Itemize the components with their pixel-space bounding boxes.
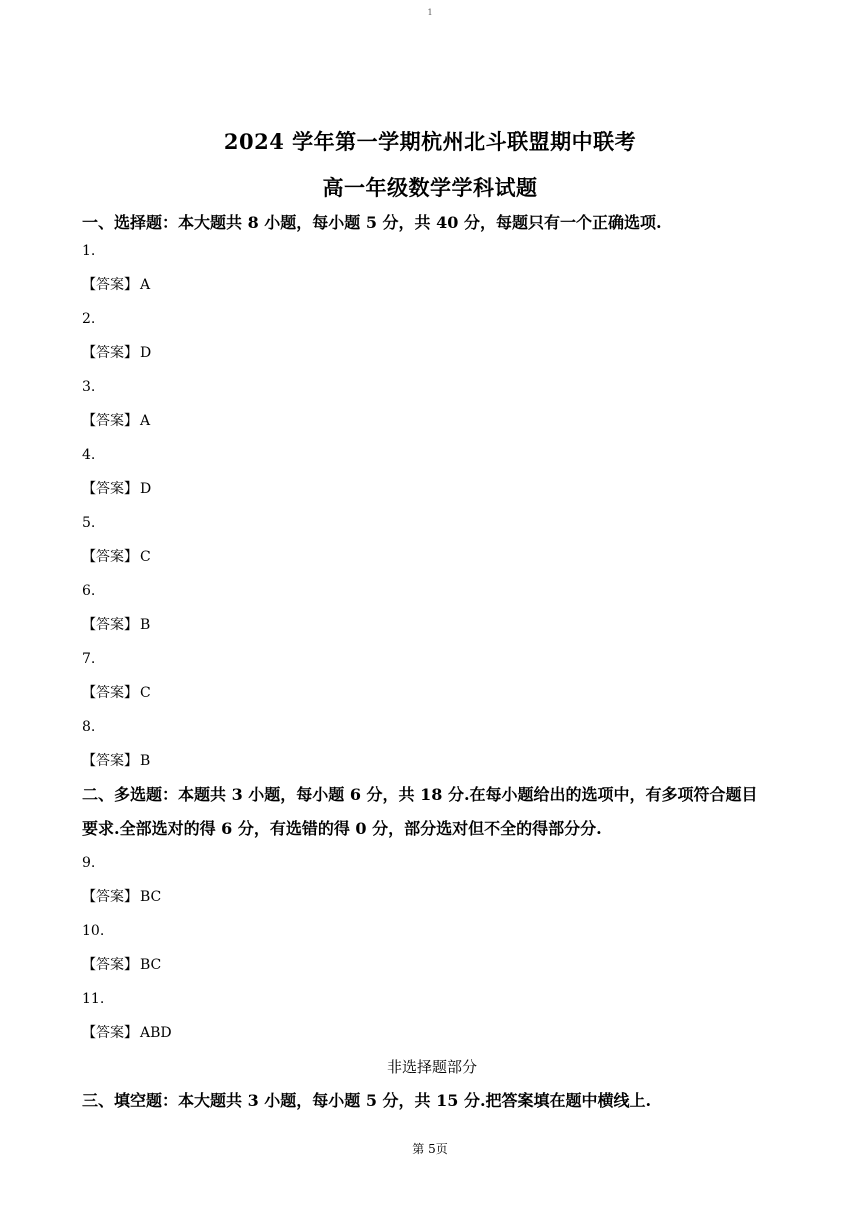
answer-label: 【答案】 [82, 753, 138, 769]
answer-value: C [140, 685, 151, 701]
section1-list [82, 234, 782, 778]
answer-label: 【答案】 [82, 345, 138, 361]
answer-content [82, 212, 782, 1118]
section2-list [82, 846, 782, 1050]
question-number: 2. [82, 311, 96, 327]
answer-line [82, 676, 782, 710]
question-number: 4. [82, 447, 96, 463]
answer-value: BC [140, 889, 162, 905]
question-number: 11. [82, 991, 105, 1007]
document-subtitle: 高一年级数学学科试题 [322, 175, 538, 200]
answer-label: 【答案】 [82, 1025, 138, 1041]
section3-heading: 三、填空题：本大题共 3 小题，每小题 5 分，共 15 分.把答案填在题中横线上. [82, 1091, 652, 1110]
answer-line [82, 336, 782, 370]
answer-value: D [140, 345, 152, 361]
answer-line [82, 608, 782, 642]
answer-line [82, 880, 782, 914]
answer-value: B [140, 753, 151, 769]
answer-value: A [140, 277, 151, 293]
answer-value: A [140, 413, 151, 429]
answer-label: 【答案】 [82, 549, 138, 565]
question-number: 6. [82, 583, 96, 599]
answer-line [82, 472, 782, 506]
answer-value: BC [140, 957, 162, 973]
answer-value: ABD [140, 1025, 172, 1041]
question-number: 10. [82, 923, 105, 939]
answer-label: 【答案】 [82, 277, 138, 293]
document-title: 2024 学年第一学期杭州北斗联盟期中联考 [223, 129, 637, 154]
header-mark: 1 [427, 8, 433, 17]
answer-label: 【答案】 [82, 617, 138, 633]
page-number: 第 5页 [412, 1142, 448, 1156]
section2-heading-line2: 要求.全部选对的得 6 分，有选错的得 0 分，部分选对但不全的得部分分. [82, 819, 602, 838]
question-number: 1. [82, 243, 96, 259]
answer-value: C [140, 549, 151, 565]
question-number: 3. [82, 379, 96, 395]
question-number: 8. [82, 719, 96, 735]
answer-value: D [140, 481, 152, 497]
answer-line [82, 268, 782, 302]
section1-heading: 一、选择题：本大题共 8 小题，每小题 5 分，共 40 分，每题只有一个正确选项. [82, 213, 662, 232]
answer-value: B [140, 617, 151, 633]
non-choice-heading: 非选择题部分 [386, 1058, 477, 1076]
answer-label: 【答案】 [82, 889, 138, 905]
section2-heading-line1: 二、多选题：本题共 3 小题，每小题 6 分，共 18 分.在每小题给出的选项中，有多项符合题目 [82, 785, 758, 804]
answer-line [82, 948, 782, 982]
question-number: 7. [82, 651, 96, 667]
answer-label: 【答案】 [82, 685, 138, 701]
answer-line [82, 540, 782, 574]
question-number: 9. [82, 855, 96, 871]
answer-label: 【答案】 [82, 957, 138, 973]
question-number: 5. [82, 515, 96, 531]
answer-label: 【答案】 [82, 413, 138, 429]
answer-line [82, 744, 782, 778]
answer-line [82, 1016, 782, 1050]
answer-line [82, 404, 782, 438]
answer-label: 【答案】 [82, 481, 138, 497]
